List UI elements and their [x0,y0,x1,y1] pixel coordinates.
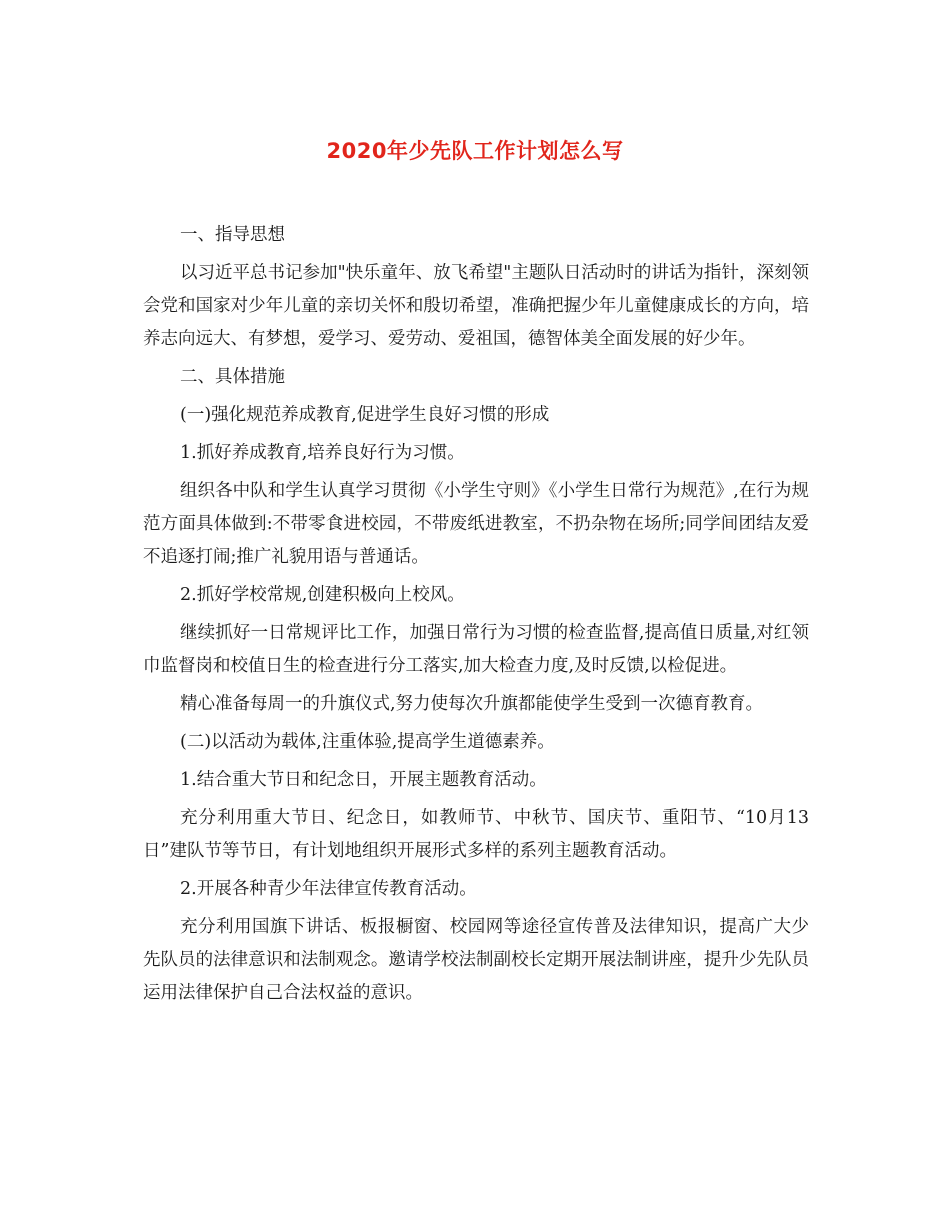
paragraph-daily-routine: 继续抓好一日常规评比工作，加强日常行为习惯的检查监督,提高值日质量,对红领巾监督岗和校值日生的检查进行分工落实,加大检查力度,及时反馈,以检促进。 [143,623,809,676]
subheading-part-two: (二)以活动为载体,注重体验,提高学生道德素养。 [180,732,555,752]
paragraph-legal-education: 充分利用国旗下讲话、板报橱窗、校园网等途径宣传普及法律知识，提高广大少先队员的法律意识和法制观念。邀请学校法制副校长定期开展法制讲座，提升少先队员运用法律保护自己合法权益的意识。 [143,917,809,1003]
heading-specific-measures: 二、具体措施 [180,367,285,387]
document-title: 2020年少先队工作计划怎么写 [326,139,624,163]
heading-guiding-ideology: 一、指导思想 [180,225,285,245]
item-heading-1: 1.抓好养成教育,培养良好行为习惯。 [180,443,465,463]
item-heading-3: 1.结合重大节日和纪念日，开展主题教育活动。 [180,770,547,790]
paragraph-guiding-ideology: 以习近平总书记参加"快乐童年、放飞希望"主题队日活动时的讲话为指针，深刻领会党和国家对少年儿童的亲切关怀和殷切希望，准确把握少年儿童健康成长的方向，培养志向远大、有梦想，爱学习、爱劳动、爱祖国，德智体美全面发展的好少年。 [143,263,809,349]
paragraph-habits: 组织各中队和学生认真学习贯彻《小学生守则》《小学生日常行为规范》,在行为规范方面具体做到:不带零食进校园，不带废纸进教室，不扔杂物在场所;同学间团结友爱不追逐打闹;推广礼貌用语与普通话。 [143,481,809,567]
item-heading-4: 2.开展各种青少年法律宣传教育活动。 [180,879,477,899]
item-heading-2: 2.抓好学校常规,创建积极向上校风。 [180,585,465,605]
paragraph-festivals: 充分利用重大节日、纪念日，如教师节、中秋节、国庆节、重阳节、“10月13日”建队节等节日，有计划地组织开展形式多样的系列主题教育活动。 [143,808,809,861]
paragraph-flag-ceremony: 精心准备每周一的升旗仪式,努力使每次升旗都能使学生受到一次德育教育。 [180,694,764,714]
subheading-part-one: (一)强化规范养成教育,促进学生良好习惯的形成 [180,405,550,425]
document-body [143,219,809,1015]
